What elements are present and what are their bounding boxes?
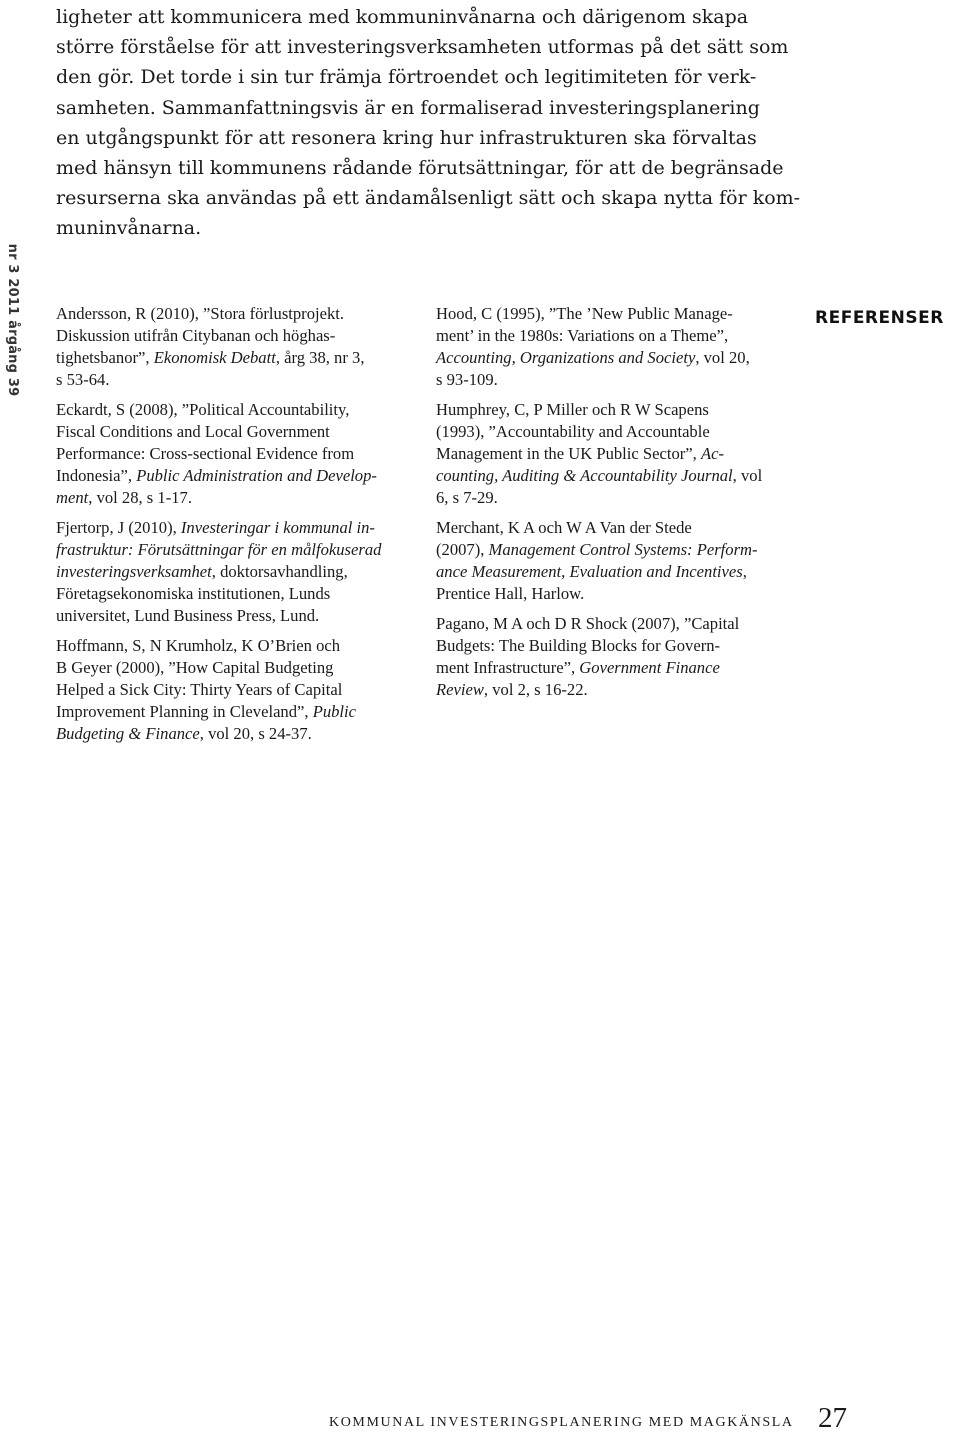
- reference-line: Humphrey, C, P Miller och R W Scapens: [436, 400, 709, 419]
- reference-journal: counting, Auditing & Accountability Journal: [436, 466, 733, 485]
- text-line: en utgångspunkt för att resonera kring hur infrastrukturen ska förvaltas: [56, 126, 757, 149]
- reference-line: [436, 561, 788, 583]
- reference-line: [436, 465, 788, 487]
- reference-text: tighetsbanor”,: [56, 348, 154, 367]
- reference-text: (2007),: [436, 540, 489, 559]
- reference-line: B Geyer (2000), ”How Capital Budgeting: [56, 658, 334, 677]
- body-paragraph: [56, 2, 801, 244]
- running-footer-title: KOMMUNAL INVESTERINGSPLANERING MED MAGKÄNSLA: [329, 1415, 794, 1430]
- reference-line: Budgets: The Building Blocks for Govern-: [436, 636, 721, 655]
- reference-item: [56, 517, 408, 627]
- references-column-right: [436, 303, 788, 709]
- reference-title: Management Control Systems: Perform-: [488, 540, 758, 559]
- reference-journal: Public Administration and Develop-: [136, 466, 377, 485]
- reference-line: Andersson, R (2010), ”Stora förlustprojekt.: [56, 304, 345, 323]
- reference-text: Indonesia”,: [56, 466, 137, 485]
- reference-line: [56, 723, 408, 745]
- reference-item: [436, 613, 788, 701]
- reference-text: Management in the UK Public Sector”,: [436, 444, 701, 463]
- reference-text: , doktorsavhandling,: [211, 562, 348, 581]
- reference-line: Fiscal Conditions and Local Government: [56, 422, 330, 441]
- reference-line: Hood, C (1995), ”The ’New Public Manage-: [436, 304, 733, 323]
- reference-line: Performance: Cross-sectional Evidence from: [56, 444, 355, 463]
- issue-side-tag: nr 3 2011 årgång 39: [5, 243, 20, 397]
- reference-item: [56, 635, 408, 745]
- reference-item: [56, 303, 408, 391]
- reference-line: 6, s 7-29.: [436, 488, 498, 507]
- reference-line: universitet, Lund Business Press, Lund.: [56, 606, 320, 625]
- reference-line: [56, 487, 408, 509]
- reference-journal: Public: [312, 702, 357, 721]
- reference-text: Fjertorp, J (2010),: [56, 518, 181, 537]
- reference-line: [56, 701, 408, 723]
- reference-line: Företagsekonomiska institutionen, Lunds: [56, 584, 331, 603]
- reference-line: [436, 657, 788, 679]
- reference-journal: ment: [56, 488, 89, 507]
- references-heading: REFERENSER: [815, 308, 944, 328]
- text-line: med hänsyn till kommunens rådande förutsättningar, för att de begränsade: [56, 157, 784, 180]
- reference-line: [436, 347, 788, 369]
- reference-line: Hoffmann, S, N Krumholz, K O’Brien och: [56, 636, 341, 655]
- reference-line: Helped a Sick City: Thirty Years of Capital: [56, 680, 343, 699]
- reference-line: ment’ in the 1980s: Variations on a Theme”,: [436, 326, 729, 345]
- reference-title: frastruktur: Förutsättningar för en målfokuserad: [56, 540, 382, 559]
- references-column-left: [56, 303, 408, 753]
- reference-line: s 53-64.: [56, 370, 110, 389]
- reference-text: Improvement Planning in Cleveland”,: [56, 702, 313, 721]
- reference-text: , vol 28, s 1-17.: [88, 488, 192, 507]
- reference-line: [56, 465, 408, 487]
- reference-journal: Ac-: [700, 444, 725, 463]
- reference-journal: Accounting, Organizations and Society: [436, 348, 696, 367]
- reference-text: , årg 38, nr 3,: [275, 348, 365, 367]
- reference-journal: Budgeting & Finance: [56, 724, 200, 743]
- reference-journal: Ekonomisk Debatt: [153, 348, 276, 367]
- reference-line: Merchant, K A och W A Van der Stede: [436, 518, 692, 537]
- reference-line: [436, 539, 788, 561]
- reference-text: ,: [742, 562, 747, 581]
- reference-line: Eckardt, S (2008), ”Political Accountability,: [56, 400, 350, 419]
- reference-journal: Review: [436, 680, 484, 699]
- text-line: den gör. Det torde i sin tur främja förtroendet och legitimiteten för verk-: [56, 66, 757, 89]
- reference-line: [436, 443, 788, 465]
- text-line: ligheter att kommunicera med kommuninvånarna och därigenom skapa: [56, 6, 749, 28]
- text-line: muninvånarna.: [56, 217, 202, 240]
- text-line: större förståelse för att investeringsverksamheten utformas på det sätt som: [56, 36, 789, 59]
- reference-title: Investeringar i kommunal in-: [180, 518, 375, 537]
- reference-line: (1993), ”Accountability and Accountable: [436, 422, 710, 441]
- reference-text: , vol: [732, 466, 763, 485]
- page-number: 27: [818, 1402, 847, 1434]
- reference-title: ance Measurement, Evaluation and Incentives: [436, 562, 743, 581]
- reference-item: [436, 399, 788, 509]
- reference-line: Prentice Hall, Harlow.: [436, 584, 585, 603]
- reference-item: [56, 399, 408, 509]
- reference-line: Pagano, M A och D R Shock (2007), ”Capital: [436, 614, 740, 633]
- reference-text: ment Infrastructure”,: [436, 658, 580, 677]
- reference-line: Diskussion utifrån Citybanan och höghas-: [56, 326, 336, 345]
- text-line: samheten. Sammanfattningsvis är en formaliserad investeringsplanering: [56, 96, 760, 119]
- text-line: resurserna ska användas på ett ändamålsenligt sätt och skapa nytta för kom-: [56, 187, 801, 210]
- reference-line: s 93-109.: [436, 370, 498, 389]
- reference-text: , vol 20, s 24-37.: [199, 724, 312, 743]
- reference-line: [56, 539, 408, 561]
- reference-text: , vol 2, s 16-22.: [483, 680, 588, 699]
- reference-item: [436, 517, 788, 605]
- reference-text: , vol 20,: [695, 348, 750, 367]
- reference-line: [56, 517, 408, 539]
- reference-item: [436, 303, 788, 391]
- reference-line: [56, 561, 408, 583]
- reference-journal: Government Finance: [579, 658, 720, 677]
- reference-line: [436, 679, 788, 701]
- reference-line: [56, 347, 408, 369]
- reference-title: investeringsverksamhet: [56, 562, 212, 581]
